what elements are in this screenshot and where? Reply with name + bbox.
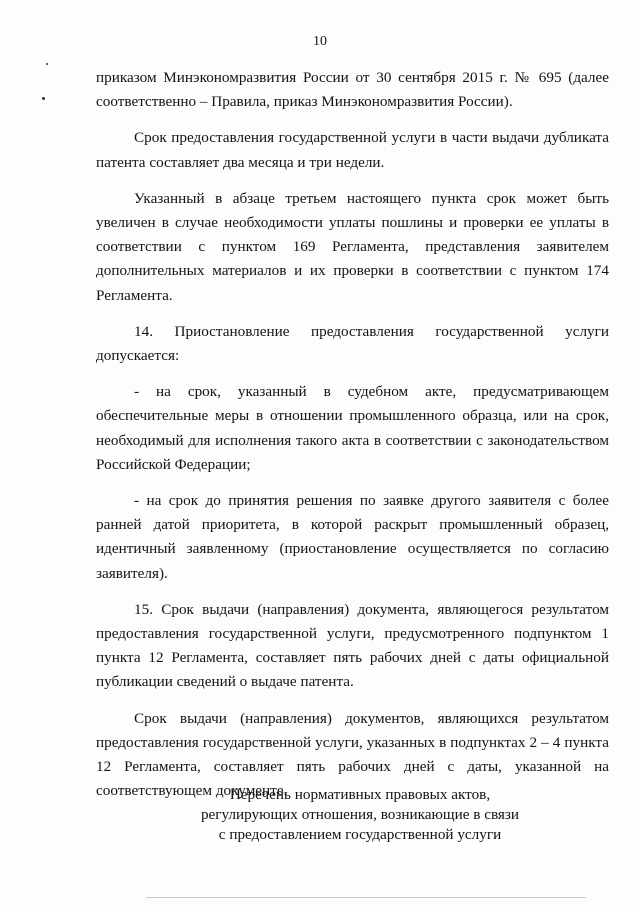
scan-edge-line	[146, 897, 586, 898]
scan-speck	[42, 97, 45, 100]
scan-speck	[46, 63, 48, 65]
page-number: 10	[313, 34, 327, 49]
paragraph-suspension-court: - на срок, указанный в судебном акте, предусматривающем обеспечительные меры в отношении промышленного образца, или на срок, необходимый для исполнения такого акта в соответствии с законодательством Российской Федерации;	[96, 383, 609, 473]
paragraph-documents-term: Срок выдачи (направления) документов, являющихся результатом предоставления государственной услуги, указанных в подпунктах 2 – 4 пункта 12 Регламента, составляет пять рабочих дней с даты, указанной на соответствующем документе.	[96, 709, 609, 800]
paragraph-issuance-term: 15. Срок выдачи (направления) документа, являющегося результатом предоставления государственной услуги, предусмотренного подпунктом 1 пункта 12 Регламента, составляет пять рабочих дней с даты официальной публикации сведений о выдаче патента.	[96, 600, 609, 691]
heading-line-3: с предоставлением государственной услуги	[218, 826, 502, 843]
paragraph-rules-order: приказом Минэкономразвития России от 30 сентября 2015 г. № 695 (далее соответственно – Правила, приказ Минэкономразвития России).	[96, 69, 609, 111]
paragraph-suspension-priority: - на срок до принятия решения по заявке другого заявителя с более ранней датой приоритета, в которой раскрыт промышленный образец, идентичный заявленному (приостановление осуществляется по согласию заявителя).	[96, 492, 609, 582]
paragraph-duplicate-term: Срок предоставления государственной услуги в части выдачи дубликата патента составляет два месяца и три недели.	[96, 129, 609, 171]
heading-line-1: Перечень нормативных правовых актов,	[229, 786, 491, 803]
paragraph-term-extension: Указанный в абзаце третьем настоящего пункта срок может быть увеличен в случае необходимости уплаты пошлины и проверки ее уплаты в соответствии с пунктом 169 Регламента, представления заявителем дополнительных материалов и их проверки в соответствии с пунктом 174 Регламента.	[96, 189, 609, 304]
section-heading	[0, 785, 640, 845]
document-body	[96, 66, 609, 803]
heading-line-2: регулирующих отношения, возникающие в связи	[200, 806, 520, 823]
paragraph-suspension-intro: 14. Приостановление предоставления государственной услуги допускается:	[96, 322, 609, 365]
